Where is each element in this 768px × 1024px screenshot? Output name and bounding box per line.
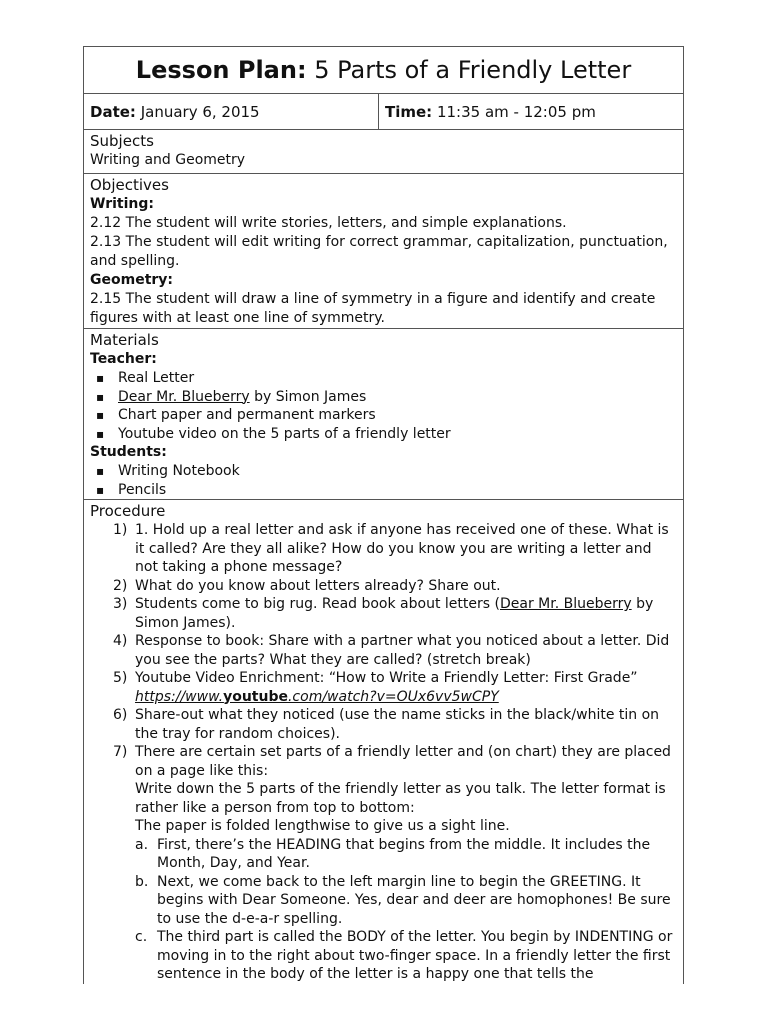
subjects-heading: Subjects (90, 132, 154, 150)
date-value: January 6, 2015 (140, 102, 260, 121)
procedure-step: 6) Share-out what they noticed (use the name sticks in the black/white tin on the tray for random choices). (113, 707, 660, 742)
materials-heading: Materials (90, 331, 159, 349)
objective-item: 2.12 The student will write stories, letters, and simple explanations. (90, 215, 567, 231)
procedure-substep: a. First, there’s the HEADING that begins from the middle. It includes the Month, Day, and Year. (135, 836, 651, 871)
list-item: ▪ Chart paper and permanent markers (90, 406, 677, 425)
youtube-link[interactable]: https://www.youtube.com/watch?v=OUx6vv5wCPY (135, 688, 499, 705)
objective-item: 2.15 The student will draw a line of symmetry in a figure and identify and create figures with at least one line of symmetry. (90, 291, 656, 326)
time-label: Time: (385, 102, 433, 121)
step-note: Write down the 5 parts of the friendly letter as you talk. The letter format is rather like a person from top to bottom: (135, 781, 666, 816)
student-materials-list (90, 462, 677, 499)
procedure-heading: Procedure (90, 502, 166, 520)
book-title: Dear Mr. Blueberry (118, 388, 250, 405)
teacher-materials-list (90, 369, 677, 443)
list-item: ▪ Dear Mr. Blueberry by Simon James (90, 388, 677, 407)
procedure-step: 1) 1. Hold up a real letter and ask if anyone has received one of these. What is it called? Are they all alike? How do you know you are writing a letter and not taking a phone message? (113, 522, 669, 575)
list-item: ▪ Pencils (90, 481, 677, 500)
date-label: Date: (90, 102, 136, 121)
lesson-plan-table (83, 46, 684, 984)
list-item: ▪ Youtube video on the 5 parts of a friendly letter (90, 425, 677, 444)
title-text: 5 Parts of a Friendly Letter (314, 56, 632, 84)
subjects-text: Writing and Geometry (90, 152, 246, 168)
time-value: 11:35 am - 12:05 pm (436, 102, 596, 121)
procedure-substeps (112, 836, 677, 984)
procedure-step: 3) Students come to big rug. Read book about letters (Dear Mr. Blueberry by Simon James). (113, 596, 654, 631)
procedure-step: 5) Youtube Video Enrichment: “How to Write a Friendly Letter: First Grade” https://www.youtube.com/watch?v=OUx6vv5wCPY (113, 670, 638, 705)
step-note: The paper is folded lengthwise to give us a sight line. (135, 818, 510, 834)
objectives-heading: Objectives (90, 176, 169, 194)
students-label: Students: (90, 444, 167, 460)
objectives-cell (84, 174, 684, 329)
list-item: ▪ Writing Notebook (90, 462, 677, 481)
procedure-cell (84, 500, 684, 984)
title-cell (84, 47, 684, 94)
book-title: Dear Mr. Blueberry (499, 596, 632, 612)
procedure-steps (90, 521, 677, 836)
objective-item: 2.13 The student will edit writing for correct grammar, capitalization, punctuation, and spelling. (90, 234, 668, 269)
date-cell (84, 94, 379, 130)
teacher-label: Teacher: (90, 351, 157, 367)
geometry-label: Geometry: (90, 272, 174, 288)
procedure-substep: c. The third part is called the BODY of the letter. You begin by INDENTING or moving in to the right about two-finger space. In a friendly letter the first sentence in the body of the letter is a happy one that tells the (135, 929, 673, 982)
procedure-substep: b. Next, we come back to the left margin line to begin the GREETING. It begins with Dear Someone. Yes, dear and deer are homophones! Be sure to use the d-e-a-r spelling. (135, 873, 671, 927)
title-bold: Lesson Plan: (135, 56, 307, 84)
procedure-step: 7) There are certain set parts of a friendly letter and (on chart) they are placed on a page like this: Write down the 5 parts of the friendly letter as you talk. The letter format is rather like a person from top to bottom: The paper is folded lengthwise to give us a sight line. (90, 743, 677, 836)
list-item: ▪ Real Letter (90, 369, 677, 388)
time-cell (379, 94, 684, 130)
materials-cell (84, 329, 684, 500)
subjects-cell (84, 130, 684, 174)
procedure-step: 4) Response to book: Share with a partner what you noticed about a letter. Did you see the parts? What they are called? (stretch break) (113, 633, 670, 668)
writing-label: Writing: (90, 196, 154, 212)
procedure-step: 2) What do you know about letters already? Share out. (113, 577, 501, 594)
